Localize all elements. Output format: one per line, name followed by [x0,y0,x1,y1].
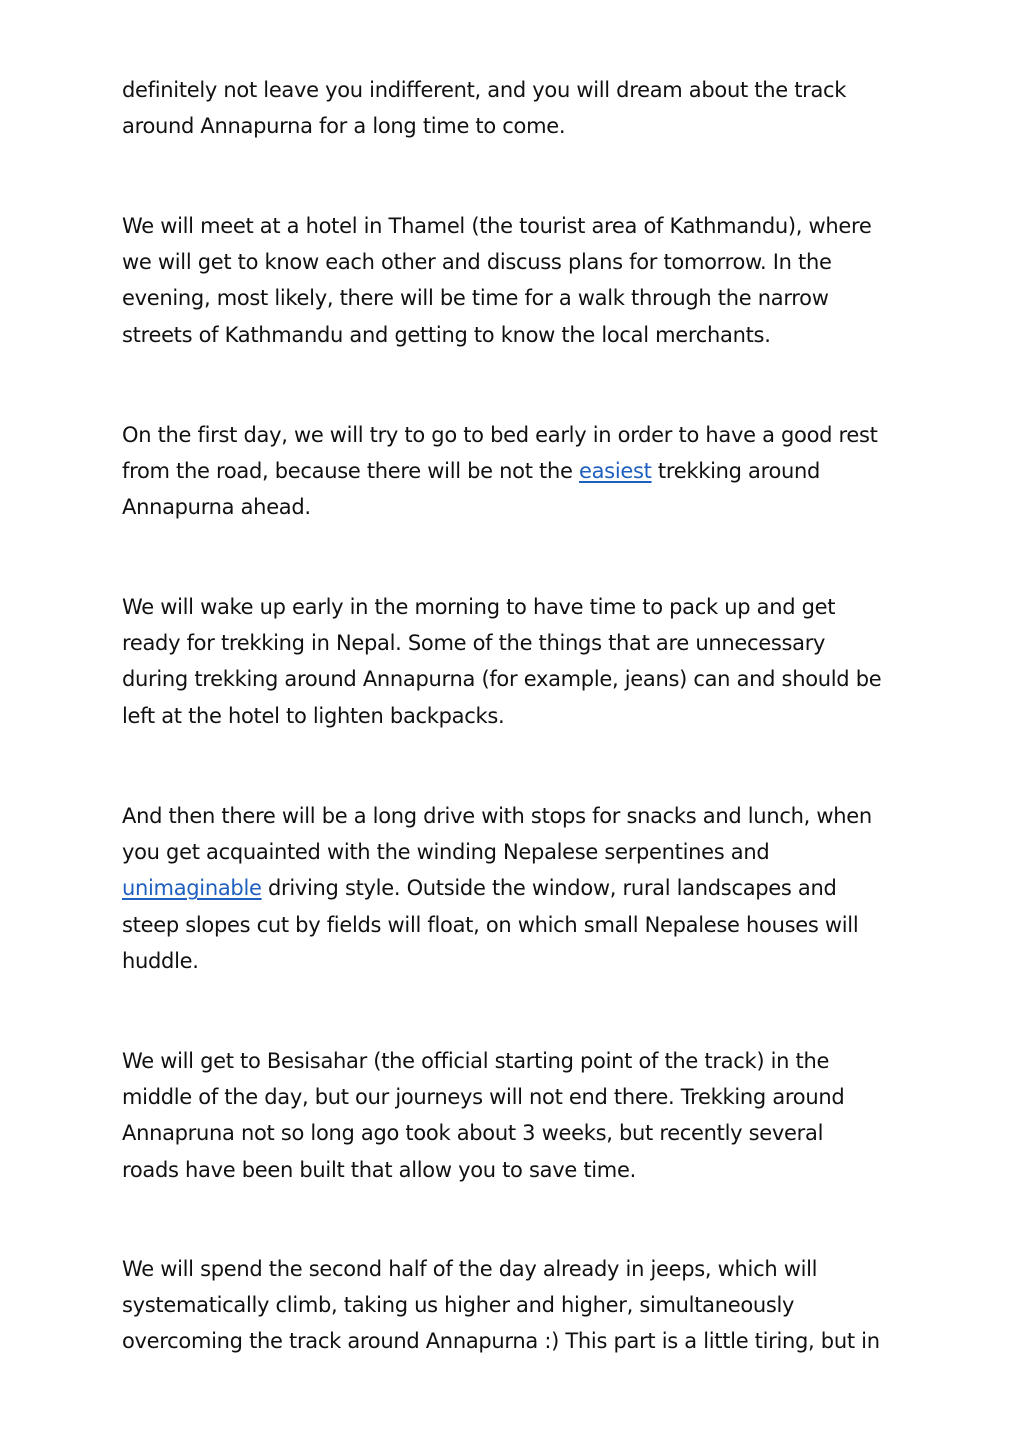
text-line: We will wake up early in the morning to have time to pack up and get [122,595,836,619]
text-line: On the first day, we will try to go to bed early in order to have a good rest [122,423,878,447]
paragraph [122,798,962,979]
text-line: we will get to know each other and discuss plans for tomorrow. In the [122,250,832,275]
paragraph [122,1043,962,1188]
text-line [122,453,962,489]
text-fragment: trekking around [651,459,821,484]
text-line: systematically climb, taking us higher and higher, simultaneously [122,1293,795,1318]
paragraph [122,417,962,526]
text-line: evening, most likely, there will be time for a walk through the narrow [122,286,829,311]
text-line: We will meet at a hotel in Thamel (the tourist area of Kathmandu), where [122,214,872,238]
text-line: We will get to Besisahar (the official starting point of the track) in the [122,1049,830,1073]
text-fragment: driving style. Outside the window, rural landscapes and [261,876,837,901]
text-line: huddle. [122,948,199,973]
text-line: Annapurna ahead. [122,495,311,520]
text-line: ready for trekking in Nepal. Some of the things that are unnecessary [122,631,826,656]
text-line: Annapruna not so long ago took about 3 weeks, but recently several [122,1121,824,1146]
text-line: steep slopes cut by fields will float, on which small Nepalese houses will [122,912,859,937]
unimaginable-link[interactable]: unimaginable [122,876,262,901]
text-line: middle of the day, but our journeys will not end there. Trekking around [122,1085,845,1110]
text-line: during trekking around Annapurna (for example, jeans) can and should be [122,667,882,692]
paragraph [122,589,962,734]
text-line: We will spend the second half of the day already in jeeps, which will [122,1257,818,1281]
text-fragment: from the road, because there will be not the [122,459,579,484]
paragraph [122,1251,962,1360]
easiest-link[interactable]: easiest [578,459,652,484]
text-line: And then there will be a long drive with stops for snacks and lunch, when [122,804,872,828]
text-line: roads have been built that allow you to save time. [122,1157,636,1182]
text-line: streets of Kathmandu and getting to know the local merchants. [122,322,771,347]
text-line: you get acquainted with the winding Nepalese serpentines and [122,840,770,865]
paragraph [122,208,962,353]
text-line: left at the hotel to lighten backpacks. [122,703,505,728]
text-line [122,870,962,906]
text-line: overcoming the track around Annapurna :) This part is a little tiring, but in [122,1329,880,1354]
text-line: definitely not leave you indifferent, and you will dream about the track [122,78,847,102]
text-line: around Annapurna for a long time to come. [122,114,566,139]
paragraph [122,72,962,144]
